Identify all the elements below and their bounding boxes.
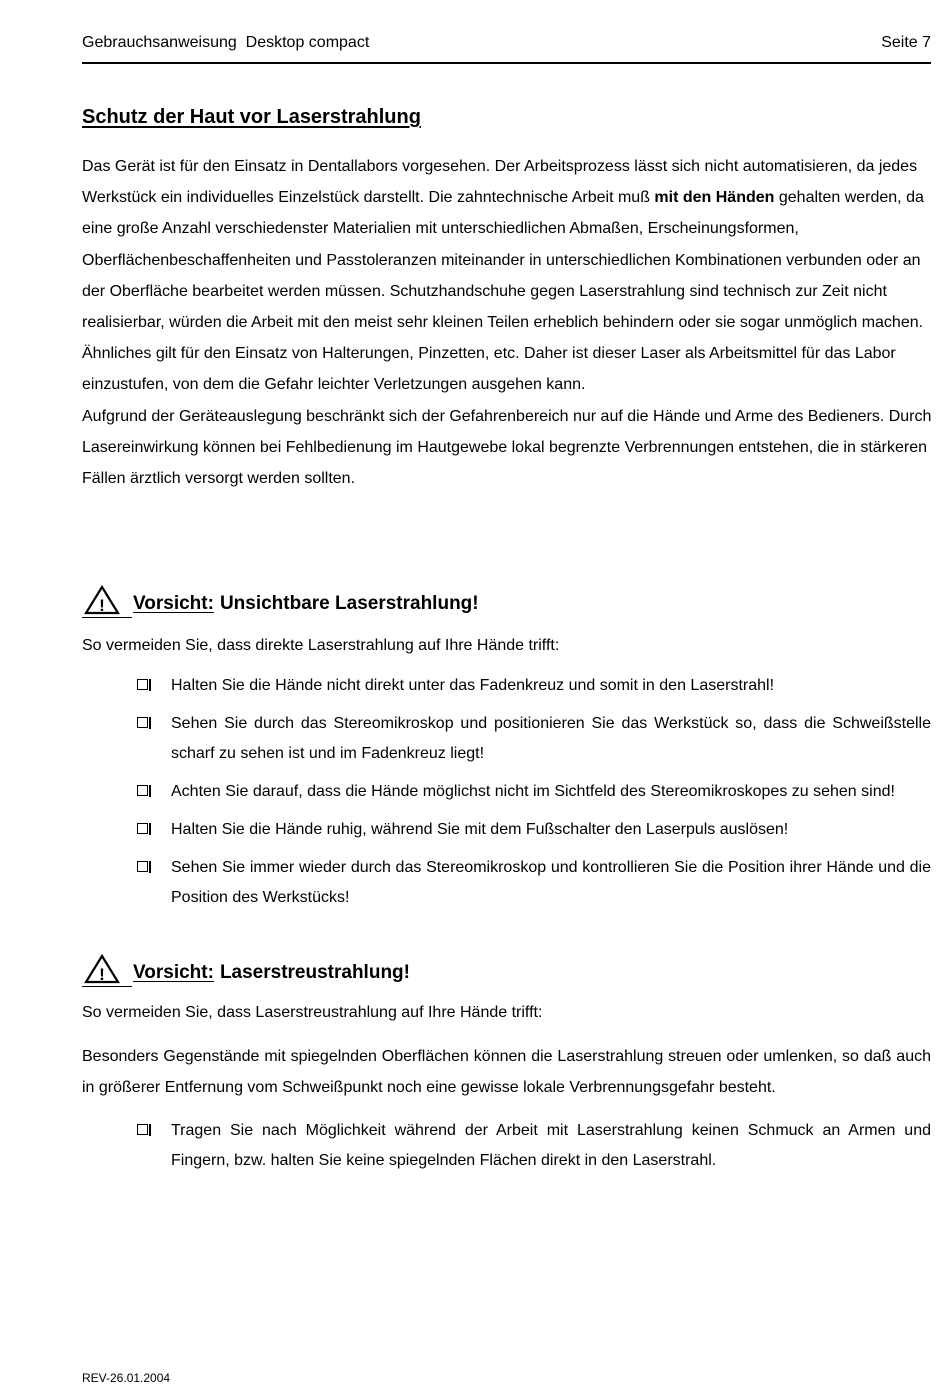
list-item: Halten Sie die Hände ruhig, während Sie mit dem Fußschalter den Laserpuls auslösen! <box>137 815 931 845</box>
warning-heading-1 <box>82 585 479 615</box>
warning-text: Laserstreustrahlung! <box>219 962 410 983</box>
warning-1-lead: So vermeiden Sie, dass direkte Laserstrahlung auf Ihre Hände trifft: <box>82 637 560 654</box>
intro-paragraph-1: Das Gerät ist für den Einsatz in Dentallabors vorgesehen. Der Arbeitsprozess lässt sich nicht automatisieren, da jedes Werkstück ein individuelles Einzelstück darstellt. Die zahntechnische Arbeit muß mit den Händen gehalten werden, da eine große Anzahl verschiedenster Materialien mit unterschiedlichen Abmaßen, Erscheinungsformen, Oberflächenbeschaffenheiten und Passtoleranzen miteinander in unterschiedlichen Kombinationen verbunden oder an der Oberfläche bearbeitet werden müssen. Schutzhandschuhe gegen Laserstrahlung sind technisch zur Zeit nicht realisierbar, würden die Arbeit mit den meist sehr kleinen Teilen erheblich behindern oder sie sogar unmöglich machen. Ähnliches gilt für den Einsatz von Halterungen, Pinzetten, etc. Daher ist dieser Laser als Arbeitsmittel für das Labor einzustufen, von dem die Gefahr leichter Verletzungen ausgehen kann. <box>82 158 924 394</box>
svg-text:!: ! <box>99 596 105 615</box>
revision-footer: REV-26.01.2004 <box>82 1371 171 1385</box>
warning-heading-2 <box>82 954 410 984</box>
warning-2-lead: So vermeiden Sie, dass Laserstreustrahlung auf Ihre Hände trifft: <box>82 1004 543 1021</box>
warning-triangle-icon <box>82 585 122 615</box>
page-header <box>82 34 931 64</box>
warning-label: Vorsicht: <box>133 962 214 983</box>
warning-triangle-icon <box>82 954 122 984</box>
section-title: Schutz der Haut vor Laserstrahlung <box>82 106 421 128</box>
list-item: Sehen Sie durch das Stereomikroskop und positionieren Sie das Werkstück so, dass die Schweißstelle scharf zu sehen ist und im Fadenkreuz liegt! <box>137 709 931 769</box>
list-item: Achten Sie darauf, dass die Hände möglichst nicht im Sichtfeld des Stereomikroskopes zu sehen sind! <box>137 777 931 807</box>
warning-2-paragraph: Besonders Gegenstände mit spiegelnden Oberflächen können die Laserstrahlung streuen oder umlenken, so daß auch in größerer Entfernung vom Schweißpunkt noch eine gewisse lokale Verbrennungsgefahr besteht. <box>82 1048 931 1096</box>
checkbox-bullet-icon <box>137 861 148 872</box>
checkbox-bullet-icon <box>137 679 148 690</box>
warning-text: Unsichtbare Laserstrahlung! <box>219 593 479 614</box>
list-item: Tragen Sie nach Möglichkeit während der Arbeit mit Laserstrahlung keinen Schmuck an Armen und Fingern, bzw. halten Sie keine spiegelnden Flächen direkt in den Laserstrahl. <box>137 1116 931 1176</box>
document-title: Gebrauchsanweisung Desktop compact <box>82 34 370 51</box>
svg-text:!: ! <box>99 965 105 984</box>
checkbox-bullet-icon <box>137 785 148 796</box>
checkbox-bullet-icon <box>137 717 148 728</box>
checkbox-bullet-icon <box>137 823 148 834</box>
intro-paragraph-2: Aufgrund der Geräteauslegung beschränkt sich der Gefahrenbereich nur auf die Hände und Arme des Bedieners. Durch Lasereinwirkung können bei Fehlbedienung im Hautgewebe lokal begrenzte Verbrennungen entstehen, die in stärkeren Fällen ärztlich versorgt werden sollten. <box>82 407 932 488</box>
intro-text <box>82 151 932 494</box>
warning-2-list <box>137 1116 931 1184</box>
emphasis-hands: mit den Händen <box>654 189 775 207</box>
page-number: Seite 7 <box>881 34 931 51</box>
list-item: Halten Sie die Hände nicht direkt unter das Fadenkreuz und somit in den Laserstrahl! <box>137 671 931 701</box>
warning-label: Vorsicht: <box>133 593 214 614</box>
warning-1-list <box>137 671 931 921</box>
checkbox-bullet-icon <box>137 1124 148 1135</box>
list-item: Sehen Sie immer wieder durch das Stereomikroskop und kontrollieren Sie die Position ihrer Hände und die Position des Werkstücks! <box>137 853 931 913</box>
